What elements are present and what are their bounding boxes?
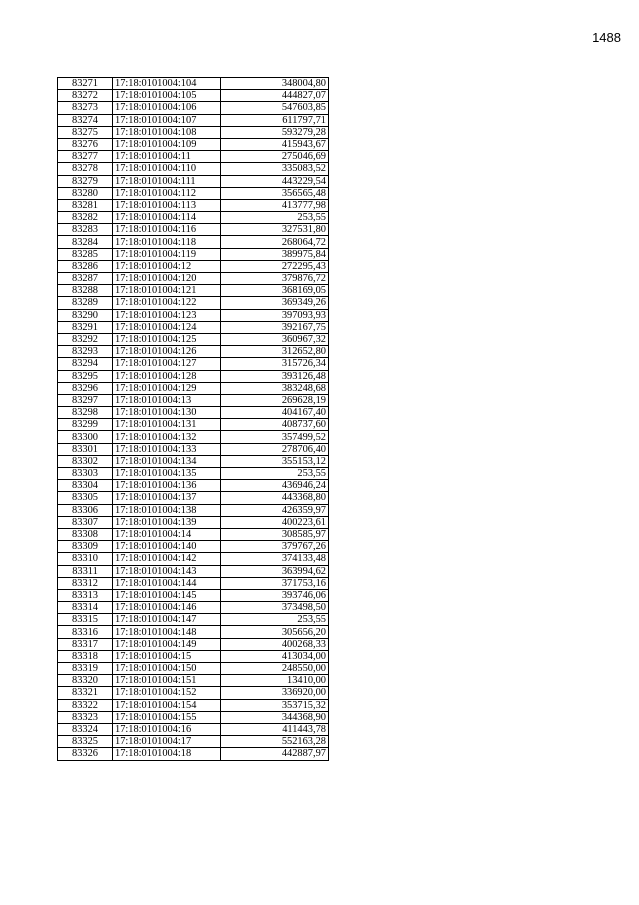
row-number-cell: 83321 xyxy=(58,687,113,699)
value-cell: 393126,48 xyxy=(221,370,329,382)
cadastral-number-cell: 17:18:0101004:119 xyxy=(113,248,221,260)
value-cell: 379876,72 xyxy=(221,273,329,285)
row-number-cell: 83278 xyxy=(58,163,113,175)
value-cell: 443229,54 xyxy=(221,175,329,187)
cadastral-number-cell: 17:18:0101004:140 xyxy=(113,541,221,553)
cadastral-number-cell: 17:18:0101004:131 xyxy=(113,419,221,431)
cadastral-number-cell: 17:18:0101004:126 xyxy=(113,346,221,358)
cadastral-number-cell: 17:18:0101004:154 xyxy=(113,699,221,711)
value-cell: 353715,32 xyxy=(221,699,329,711)
value-cell: 413777,98 xyxy=(221,199,329,211)
cadastral-number-cell: 17:18:0101004:152 xyxy=(113,687,221,699)
value-cell: 348004,80 xyxy=(221,78,329,90)
row-number-cell: 83271 xyxy=(58,78,113,90)
table-row xyxy=(58,626,329,638)
cadastral-number-cell: 17:18:0101004:133 xyxy=(113,443,221,455)
cadastral-number-cell: 17:18:0101004:109 xyxy=(113,138,221,150)
row-number-cell: 83300 xyxy=(58,431,113,443)
cadastral-number-cell: 17:18:0101004:139 xyxy=(113,516,221,528)
value-cell: 327531,80 xyxy=(221,224,329,236)
cadastral-number-cell: 17:18:0101004:138 xyxy=(113,504,221,516)
value-cell: 253,55 xyxy=(221,468,329,480)
row-number-cell: 83306 xyxy=(58,504,113,516)
cadastral-number-cell: 17:18:0101004:155 xyxy=(113,711,221,723)
row-number-cell: 83280 xyxy=(58,187,113,199)
row-number-cell: 83316 xyxy=(58,626,113,638)
row-number-cell: 83305 xyxy=(58,492,113,504)
row-number-cell: 83290 xyxy=(58,309,113,321)
row-number-cell: 83292 xyxy=(58,333,113,345)
cadastral-number-cell: 17:18:0101004:135 xyxy=(113,468,221,480)
cadastral-number-cell: 17:18:0101004:116 xyxy=(113,224,221,236)
value-cell: 413034,00 xyxy=(221,650,329,662)
row-number-cell: 83304 xyxy=(58,480,113,492)
table-body xyxy=(58,78,329,761)
cadastral-number-cell: 17:18:0101004:13 xyxy=(113,394,221,406)
row-number-cell: 83273 xyxy=(58,102,113,114)
table-row xyxy=(58,102,329,114)
row-number-cell: 83320 xyxy=(58,675,113,687)
row-number-cell: 83324 xyxy=(58,723,113,735)
table-row xyxy=(58,90,329,102)
row-number-cell: 83288 xyxy=(58,285,113,297)
value-cell: 363994,62 xyxy=(221,565,329,577)
cadastral-number-cell: 17:18:0101004:151 xyxy=(113,675,221,687)
table-row xyxy=(58,577,329,589)
value-cell: 442887,97 xyxy=(221,748,329,760)
table-row xyxy=(58,553,329,565)
value-cell: 275046,69 xyxy=(221,151,329,163)
table-row xyxy=(58,723,329,735)
value-cell: 308585,97 xyxy=(221,528,329,540)
value-cell: 611797,71 xyxy=(221,114,329,126)
cadastral-number-cell: 17:18:0101004:149 xyxy=(113,638,221,650)
table-row xyxy=(58,358,329,370)
value-cell: 400223,61 xyxy=(221,516,329,528)
row-number-cell: 83296 xyxy=(58,382,113,394)
value-cell: 392167,75 xyxy=(221,321,329,333)
row-number-cell: 83279 xyxy=(58,175,113,187)
value-cell: 436946,24 xyxy=(221,480,329,492)
table-row xyxy=(58,382,329,394)
row-number-cell: 83326 xyxy=(58,748,113,760)
table-row xyxy=(58,516,329,528)
cadastral-number-cell: 17:18:0101004:111 xyxy=(113,175,221,187)
row-number-cell: 83281 xyxy=(58,199,113,211)
row-number-cell: 83322 xyxy=(58,699,113,711)
cadastral-number-cell: 17:18:0101004:147 xyxy=(113,614,221,626)
cadastral-number-cell: 17:18:0101004:127 xyxy=(113,358,221,370)
row-number-cell: 83317 xyxy=(58,638,113,650)
table-row xyxy=(58,248,329,260)
table-row xyxy=(58,565,329,577)
value-cell: 593279,28 xyxy=(221,126,329,138)
table-row xyxy=(58,736,329,748)
value-cell: 269628,19 xyxy=(221,394,329,406)
row-number-cell: 83315 xyxy=(58,614,113,626)
cadastral-number-cell: 17:18:0101004:134 xyxy=(113,455,221,467)
row-number-cell: 83294 xyxy=(58,358,113,370)
row-number-cell: 83295 xyxy=(58,370,113,382)
cadastral-number-cell: 17:18:0101004:15 xyxy=(113,650,221,662)
table-row xyxy=(58,455,329,467)
table-row xyxy=(58,419,329,431)
table-row xyxy=(58,126,329,138)
cadastral-number-cell: 17:18:0101004:105 xyxy=(113,90,221,102)
table-row xyxy=(58,480,329,492)
row-number-cell: 83311 xyxy=(58,565,113,577)
table-row xyxy=(58,431,329,443)
page-number: 1488 xyxy=(592,30,621,45)
table-row xyxy=(58,138,329,150)
cadastral-number-cell: 17:18:0101004:146 xyxy=(113,602,221,614)
table-row xyxy=(58,273,329,285)
row-number-cell: 83283 xyxy=(58,224,113,236)
cadastral-number-cell: 17:18:0101004:118 xyxy=(113,236,221,248)
cadastral-number-cell: 17:18:0101004:128 xyxy=(113,370,221,382)
row-number-cell: 83309 xyxy=(58,541,113,553)
cadastral-number-cell: 17:18:0101004:110 xyxy=(113,163,221,175)
cadastral-number-cell: 17:18:0101004:150 xyxy=(113,663,221,675)
table-row xyxy=(58,748,329,760)
table-row xyxy=(58,687,329,699)
value-cell: 272295,43 xyxy=(221,260,329,272)
cadastral-number-cell: 17:18:0101004:17 xyxy=(113,736,221,748)
table-row xyxy=(58,212,329,224)
table-row xyxy=(58,309,329,321)
row-number-cell: 83289 xyxy=(58,297,113,309)
row-number-cell: 83299 xyxy=(58,419,113,431)
value-cell: 371753,16 xyxy=(221,577,329,589)
row-number-cell: 83303 xyxy=(58,468,113,480)
row-number-cell: 83274 xyxy=(58,114,113,126)
table-row xyxy=(58,187,329,199)
row-number-cell: 83291 xyxy=(58,321,113,333)
value-cell: 415943,67 xyxy=(221,138,329,150)
table-row xyxy=(58,151,329,163)
value-cell: 335083,52 xyxy=(221,163,329,175)
value-cell: 552163,28 xyxy=(221,736,329,748)
cadastral-number-cell: 17:18:0101004:129 xyxy=(113,382,221,394)
value-cell: 411443,78 xyxy=(221,723,329,735)
cadastral-number-cell: 17:18:0101004:108 xyxy=(113,126,221,138)
cadastral-number-cell: 17:18:0101004:145 xyxy=(113,589,221,601)
value-cell: 312652,80 xyxy=(221,346,329,358)
table-row xyxy=(58,297,329,309)
value-cell: 426359,97 xyxy=(221,504,329,516)
row-number-cell: 83301 xyxy=(58,443,113,455)
row-number-cell: 83318 xyxy=(58,650,113,662)
value-cell: 374133,48 xyxy=(221,553,329,565)
cadastral-number-cell: 17:18:0101004:106 xyxy=(113,102,221,114)
table-row xyxy=(58,638,329,650)
value-cell: 393746,06 xyxy=(221,589,329,601)
value-cell: 397093,93 xyxy=(221,309,329,321)
value-cell: 13410,00 xyxy=(221,675,329,687)
table-row xyxy=(58,504,329,516)
table-row xyxy=(58,114,329,126)
row-number-cell: 83325 xyxy=(58,736,113,748)
cadastral-number-cell: 17:18:0101004:136 xyxy=(113,480,221,492)
row-number-cell: 83276 xyxy=(58,138,113,150)
value-cell: 357499,52 xyxy=(221,431,329,443)
table-row xyxy=(58,541,329,553)
cadastral-number-cell: 17:18:0101004:113 xyxy=(113,199,221,211)
value-cell: 389975,84 xyxy=(221,248,329,260)
value-cell: 360967,32 xyxy=(221,333,329,345)
table-row xyxy=(58,321,329,333)
table-row xyxy=(58,163,329,175)
table-row xyxy=(58,407,329,419)
table-row xyxy=(58,333,329,345)
cadastral-number-cell: 17:18:0101004:130 xyxy=(113,407,221,419)
cadastral-number-cell: 17:18:0101004:12 xyxy=(113,260,221,272)
value-cell: 369349,26 xyxy=(221,297,329,309)
row-number-cell: 83293 xyxy=(58,346,113,358)
value-cell: 547603,85 xyxy=(221,102,329,114)
row-number-cell: 83287 xyxy=(58,273,113,285)
value-cell: 379767,26 xyxy=(221,541,329,553)
value-cell: 404167,40 xyxy=(221,407,329,419)
table-row xyxy=(58,175,329,187)
value-cell: 315726,34 xyxy=(221,358,329,370)
cadastral-number-cell: 17:18:0101004:124 xyxy=(113,321,221,333)
row-number-cell: 83308 xyxy=(58,528,113,540)
table-row xyxy=(58,468,329,480)
cadastral-number-cell: 17:18:0101004:144 xyxy=(113,577,221,589)
value-cell: 443368,80 xyxy=(221,492,329,504)
table-row xyxy=(58,614,329,626)
cadastral-number-cell: 17:18:0101004:123 xyxy=(113,309,221,321)
row-number-cell: 83313 xyxy=(58,589,113,601)
cadastral-number-cell: 17:18:0101004:132 xyxy=(113,431,221,443)
row-number-cell: 83298 xyxy=(58,407,113,419)
table-row xyxy=(58,492,329,504)
row-number-cell: 83302 xyxy=(58,455,113,467)
table-row xyxy=(58,236,329,248)
value-cell: 355153,12 xyxy=(221,455,329,467)
cadastral-number-cell: 17:18:0101004:137 xyxy=(113,492,221,504)
row-number-cell: 83277 xyxy=(58,151,113,163)
table-row xyxy=(58,370,329,382)
row-number-cell: 83286 xyxy=(58,260,113,272)
row-number-cell: 83285 xyxy=(58,248,113,260)
value-cell: 253,55 xyxy=(221,212,329,224)
row-number-cell: 83275 xyxy=(58,126,113,138)
row-number-cell: 83282 xyxy=(58,212,113,224)
cadastral-number-cell: 17:18:0101004:14 xyxy=(113,528,221,540)
table-row xyxy=(58,663,329,675)
cadastral-value-table xyxy=(57,77,329,761)
row-number-cell: 83284 xyxy=(58,236,113,248)
value-cell: 344368,90 xyxy=(221,711,329,723)
value-cell: 444827,07 xyxy=(221,90,329,102)
cadastral-number-cell: 17:18:0101004:114 xyxy=(113,212,221,224)
table-row xyxy=(58,589,329,601)
cadastral-number-cell: 17:18:0101004:120 xyxy=(113,273,221,285)
value-cell: 268064,72 xyxy=(221,236,329,248)
row-number-cell: 83272 xyxy=(58,90,113,102)
value-cell: 356565,48 xyxy=(221,187,329,199)
value-cell: 368169,05 xyxy=(221,285,329,297)
cadastral-number-cell: 17:18:0101004:143 xyxy=(113,565,221,577)
cadastral-number-cell: 17:18:0101004:18 xyxy=(113,748,221,760)
value-cell: 408737,60 xyxy=(221,419,329,431)
row-number-cell: 83312 xyxy=(58,577,113,589)
table-row xyxy=(58,394,329,406)
cadastral-number-cell: 17:18:0101004:125 xyxy=(113,333,221,345)
row-number-cell: 83323 xyxy=(58,711,113,723)
table-row xyxy=(58,443,329,455)
row-number-cell: 83314 xyxy=(58,602,113,614)
row-number-cell: 83310 xyxy=(58,553,113,565)
table-row xyxy=(58,699,329,711)
row-number-cell: 83297 xyxy=(58,394,113,406)
table-row xyxy=(58,78,329,90)
table-row xyxy=(58,528,329,540)
cadastral-number-cell: 17:18:0101004:107 xyxy=(113,114,221,126)
value-cell: 253,55 xyxy=(221,614,329,626)
cadastral-number-cell: 17:18:0101004:112 xyxy=(113,187,221,199)
value-cell: 383248,68 xyxy=(221,382,329,394)
cadastral-number-cell: 17:18:0101004:11 xyxy=(113,151,221,163)
cadastral-number-cell: 17:18:0101004:148 xyxy=(113,626,221,638)
value-cell: 278706,40 xyxy=(221,443,329,455)
table-row xyxy=(58,602,329,614)
value-cell: 336920,00 xyxy=(221,687,329,699)
value-cell: 305656,20 xyxy=(221,626,329,638)
table-row xyxy=(58,675,329,687)
row-number-cell: 83319 xyxy=(58,663,113,675)
cadastral-number-cell: 17:18:0101004:122 xyxy=(113,297,221,309)
table-row xyxy=(58,199,329,211)
value-cell: 400268,33 xyxy=(221,638,329,650)
table-row xyxy=(58,224,329,236)
cadastral-number-cell: 17:18:0101004:16 xyxy=(113,723,221,735)
cadastral-number-cell: 17:18:0101004:121 xyxy=(113,285,221,297)
cadastral-number-cell: 17:18:0101004:104 xyxy=(113,78,221,90)
table-row xyxy=(58,260,329,272)
cadastral-number-cell: 17:18:0101004:142 xyxy=(113,553,221,565)
table-row xyxy=(58,346,329,358)
value-cell: 373498,50 xyxy=(221,602,329,614)
row-number-cell: 83307 xyxy=(58,516,113,528)
value-cell: 248550,00 xyxy=(221,663,329,675)
table-row xyxy=(58,285,329,297)
table-row xyxy=(58,711,329,723)
table-row xyxy=(58,650,329,662)
